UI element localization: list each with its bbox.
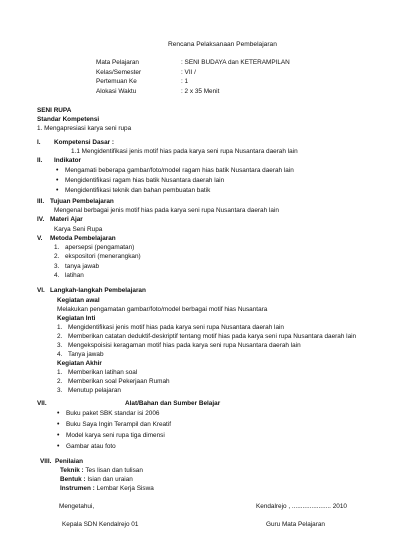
list-item: Mengekspoisisi keragaman motif hias pada karya seni rupa Nusantara daerah lain	[68, 342, 301, 349]
section-heading: Kompetensi Dasar :	[54, 139, 115, 146]
assessment-value: Tes lisan dan tulisan	[83, 467, 143, 474]
list-item: Tanya jawab	[68, 351, 104, 358]
assessment-label: Bentuk :	[60, 476, 86, 483]
section-number: V.	[37, 235, 43, 242]
subject-heading: SENI RUPA	[37, 107, 72, 114]
section-heading: Alat/Bahan dan Sumber Belajar	[125, 400, 221, 407]
list-item: Mengidentifikasi jenis motif hias pada karya seni rupa Nusantara daerah lain	[68, 324, 284, 331]
list-number: 1.	[57, 324, 63, 331]
list-number: 2.	[54, 253, 60, 260]
assessment-value: Lembar Kerja Siswa	[94, 485, 154, 492]
list-number: 3.	[54, 263, 60, 270]
identity-label: Alokasi Waktu	[96, 88, 137, 95]
list-item: • Mengidentifikasi ragam hias batik Nusantara daerah lain	[65, 177, 224, 184]
standard-text: 1. Mengapresiasi karya seni rupa	[37, 125, 132, 132]
assessment-label: Instrumen :	[60, 485, 95, 492]
assessment-label: Teknik :	[60, 467, 84, 474]
material-text: Karya Seni Rupa	[54, 226, 103, 233]
subsection-heading: Kegiatan awal	[57, 297, 100, 304]
signature-right-bottom: Guru Mata Pelajaran	[266, 521, 325, 528]
list-item: • Buku paket SBK standar isi 2006	[66, 410, 159, 417]
document-title: Rencana Pelaksanaan Pembelajaran	[168, 41, 277, 48]
list-item: • Model karya seni rupa tiga dimensi	[66, 432, 165, 439]
section-number: II.	[37, 157, 43, 164]
subsection-heading: Kegiatan Akhir	[57, 360, 102, 367]
section-number: VI.	[37, 287, 45, 294]
list-item: tanya jawab	[65, 263, 100, 270]
list-item: ekspositori (menerangkan)	[65, 253, 141, 260]
identity-value: : 2 x 35 Menit	[181, 88, 220, 95]
section-number: III.	[37, 198, 45, 205]
list-item: • Buku Saya Ingin Terampil dan Kreatif	[66, 421, 171, 428]
list-number: 1.	[54, 244, 60, 251]
objective-text: Mengenal berbagai jenis motif hias pada karya seni rupa Nusantara daerah lain	[54, 207, 279, 214]
assessment-row	[60, 476, 133, 483]
subsection-heading: Kegiatan Inti	[57, 315, 96, 322]
activity-text: Melakukan pengamatan gambar/foto/model berbagai motif hias Nusantara	[57, 306, 268, 313]
assessment-row	[60, 485, 154, 492]
signature-left-bottom: Kepala SDN Kendalrejo 01	[62, 521, 139, 528]
identity-label: Mata Pelajaran	[96, 59, 139, 66]
list-item: • Gambar atau foto	[66, 443, 116, 450]
list-number: 3.	[57, 342, 63, 349]
list-item: Memberikan catatan deduktif-deskriptif tentang motif hias pada karya seni rupa Nusantara daerah lain	[68, 333, 357, 340]
list-item: latihan	[65, 272, 84, 279]
section-heading: Tujuan Pembelajaran	[50, 198, 114, 205]
identity-value: : VII /	[181, 69, 196, 76]
section-number: VII.	[37, 400, 47, 407]
identity-label: Pertemuan Ke	[96, 78, 137, 85]
section-number: VIII.	[40, 458, 52, 465]
section-number: IV.	[37, 216, 45, 223]
identity-label: Kelas/Semester	[96, 69, 142, 76]
list-number: 2.	[57, 333, 63, 340]
section-number: I.	[37, 139, 41, 146]
list-number: 4.	[54, 272, 60, 279]
list-item: Memberikan soal Pekerjaan Rumah	[68, 378, 170, 385]
list-number: 3.	[57, 387, 63, 394]
list-number: 4.	[57, 351, 63, 358]
list-number: 2.	[57, 378, 63, 385]
list-number: 1.	[57, 369, 63, 376]
section-heading: Indikator	[54, 157, 81, 164]
section-heading: Metoda Pembelajaran	[50, 235, 116, 242]
section-heading: Langkah-langkah Pembelajaran	[50, 287, 146, 294]
list-item: Menutup pelajaran	[68, 387, 121, 394]
assessment-row	[60, 467, 143, 474]
competence-text: 1.1 Mengidentifikasi jenis motif hias pada karya seni rupa Nusantara daerah lain	[71, 148, 298, 155]
identity-value: : SENI BUDAYA dan KETERAMPILAN	[181, 59, 290, 66]
list-item: Memberikan latihan soal	[68, 369, 138, 376]
standard-heading: Standar Kompetensi	[37, 116, 100, 123]
list-item: apersepsi (pengamatan)	[65, 244, 135, 251]
list-item: • Mengidentifikasi teknik dan bahan pembuatan batik	[65, 187, 210, 194]
signature-left-top: Mengetahui,	[59, 503, 95, 510]
list-item: • Mengamati beberapa gambar/foto/model ragam hias batik Nusantara daerah lain	[65, 167, 294, 174]
section-heading: Penilaian	[55, 458, 84, 465]
signature-right-top: Kendalrejo , ...................... 2010	[256, 503, 347, 510]
assessment-value: Isian dan uraian	[85, 476, 133, 483]
identity-value: : 1	[181, 78, 189, 85]
section-heading: Materi Ajar	[50, 216, 83, 223]
